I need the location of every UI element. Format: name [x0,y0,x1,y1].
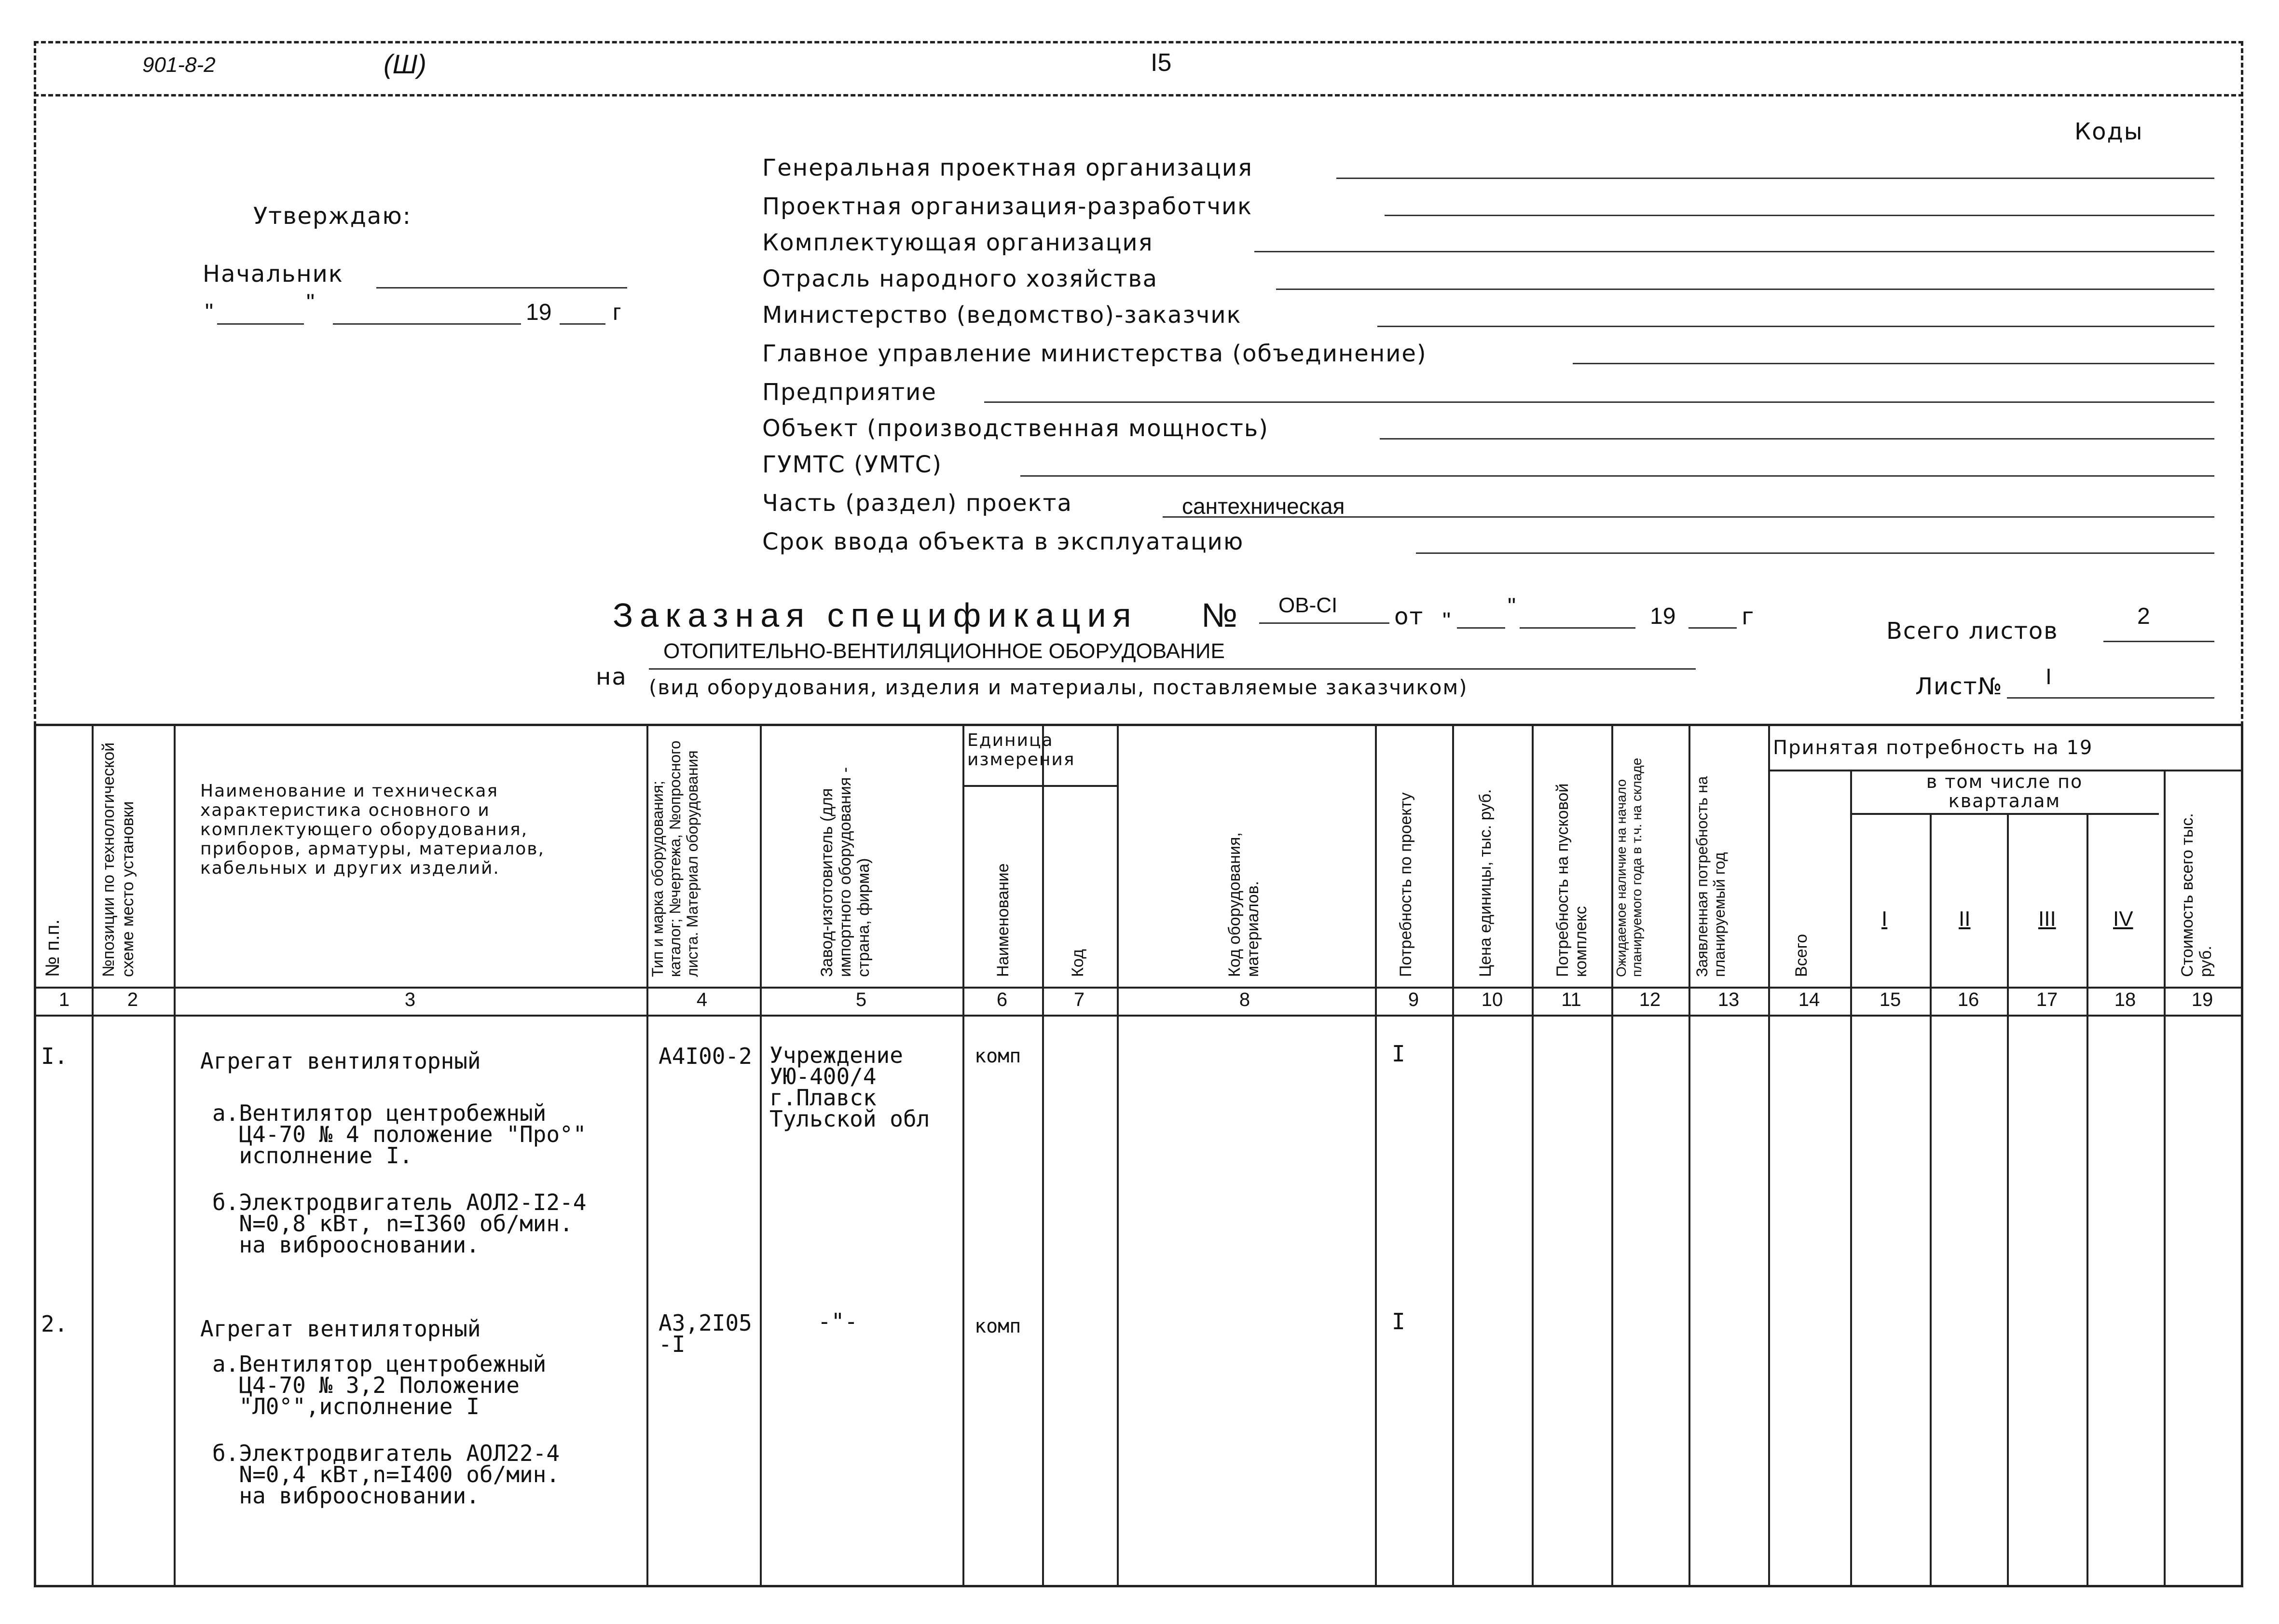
org-field-label: Объект (производственная мощность) [762,415,1269,442]
col-number-1: 1 [58,989,70,1010]
col-number-8: 8 [1239,989,1250,1010]
frame-title-divider [34,94,2243,96]
row-number: I. [41,1043,68,1069]
col-number-4: 4 [696,989,708,1010]
col-number-13: 13 [1717,989,1740,1010]
row-sub-a: а.Вентилятор центробежный Ц4-70 № 4 положение "Про°" исполнение I. [212,1100,587,1169]
row-sub-b: б.Электродвигатель АОЛ22-4 N=0,4 кВт,n=I400 об/мин. на виброосновании. [212,1440,560,1509]
org-field-label: ГУМТС (УМТС) [762,451,942,478]
frame-left [34,41,36,726]
col-header-15: I [1881,907,1888,931]
col-header-7: Код [1069,949,1087,977]
org-field-line [1573,363,2214,364]
spec-number: ОВ-СI [1278,593,1338,617]
org-field-line [1377,326,2214,327]
approval-year-prefix: 19 [526,300,552,325]
spec-month-line [1520,627,1635,629]
org-field-line [984,401,2214,403]
org-field-line [1336,178,2214,179]
chief-label: Начальник [203,261,343,288]
col-number-19: 19 [2191,989,2213,1010]
col-number-7: 7 [1073,989,1085,1010]
org-field-line [1163,516,2214,518]
col-number-12: 12 [1639,989,1661,1010]
codes-label: Коды [2074,118,2143,145]
col-header-8: Код оборудования, материалов. [1225,832,1262,977]
org-field-label: Отрасль народного хозяйства [762,265,1158,292]
col-header-5: Завод-изготовитель (для импортного оборудования - страна, фирма) [818,767,873,977]
spec-number-label: № [1201,596,1238,634]
col-number-16: 16 [1957,989,1979,1010]
total-sheets-line [2103,641,2214,642]
col-number-15: 15 [1879,989,1901,1010]
approval-quote-close: " [306,290,315,316]
spec-quote-open: " [1442,608,1451,634]
col-header-2: №позиции по технологической схеме место установки [99,742,137,977]
org-field-label: Часть (раздел) проекта [762,490,1072,517]
org-field-line [1416,552,2214,554]
col-header-6: Наименование [994,863,1012,977]
org-field-label: Срок ввода объекта в эксплуатацию [762,528,1244,555]
approval-year-suffix: г [613,300,621,325]
col-header-18: IV [2113,907,2133,931]
col-header-17: III [2038,907,2056,931]
spec-year-prefix: 19 [1650,604,1676,629]
spec-subject-caption: (вид оборудования, изделия и материалы, поставляемые заказчиком) [649,675,1468,699]
org-field-label: Министерство (ведомство)-заказчик [762,302,1242,329]
spec-year-suffix: г [1742,603,1755,630]
doc-code: 901-8-2 [142,53,216,77]
col-number-3: 3 [404,989,416,1010]
spec-subject: ОТОПИТЕЛЬНО-ВЕНТИЛЯЦИОННОЕ ОБОРУДОВАНИЕ [663,639,1225,663]
org-field-label: Комплектующая организация [762,229,1153,256]
sheet-line [2007,697,2214,699]
col-number-9: 9 [1408,989,1419,1010]
sheet-page-number: I5 [1151,49,1172,77]
row-unit: комп [975,1045,1021,1067]
row-qty: I [1392,1041,1405,1067]
sheet-value: I [2046,664,2052,689]
org-field-value: сантехническая [1182,494,1345,519]
row-maker: -"- [818,1308,858,1335]
col-header-quarters: в том числе по кварталам [1926,771,2083,812]
row-unit: комп [975,1315,1021,1337]
row-maker: Учреждение УЮ-400/4 г.Плавск Тульской обл [769,1042,930,1132]
col-header-12: Ожидаемое наличие на начало планируемого года в т.ч. на складе [1614,757,1644,977]
col-header-9: Потребность по проекту [1397,792,1415,977]
total-sheets-label: Всего листов [1886,618,2059,645]
spec-from: от [1394,603,1424,630]
col-header-13: Заявленная потребность на планируемый год [1693,776,1728,977]
col-header-11: Потребность на пусковой комплекс [1553,783,1590,977]
org-field-label: Генеральная проектная организация [762,154,1253,181]
org-field-line [1020,475,2214,477]
row-qty: I [1392,1308,1405,1335]
col-number-2: 2 [127,989,138,1010]
approve-label: Утверждаю: [253,203,412,230]
album-number: (Ш) [384,49,426,79]
row-number: 2. [41,1311,68,1337]
org-field-line [1254,251,2214,252]
col-number-18: 18 [2114,989,2136,1010]
spec-number-line [1259,622,1389,624]
spec-day-line [1457,627,1505,629]
col-number-5: 5 [855,989,867,1010]
org-field-label: Главное управление министерства (объединение) [762,340,1427,367]
col-header-14: Всего [1792,934,1811,977]
col-header-10: Цена единицы, тыс. руб. [1476,789,1495,977]
approval-quote-open: " [205,300,214,325]
org-field-line [1380,438,2214,440]
spec-year-line [1689,627,1737,629]
row-name: Агрегат вентиляторный [200,1316,481,1342]
specification-table [34,724,2243,1587]
col-number-14: 14 [1798,989,1820,1010]
sheet-label: Лист№ [1915,673,2003,700]
row-type: А3,2I05 -I [659,1310,752,1357]
col-header-unit: Единица измерения [967,730,1075,770]
row-sub-a: а.Вентилятор центробежный Ц4-70 № 3,2 Положение "Л0°",исполнение I [212,1351,547,1419]
spec-na: на [596,663,627,690]
org-field-line [1385,215,2214,216]
col-header-19: Стоимость всего тыс. руб. [2178,813,2215,977]
chief-line [376,287,627,289]
col-header-4: Тип и марка оборудования; каталог; №чертежа, №опросного листа. Материал оборудования [649,740,701,977]
row-type: А4I00-2 [659,1043,752,1069]
approval-year-line [560,323,605,325]
total-sheets-value: 2 [2137,604,2150,629]
org-field-line [1276,289,2214,290]
row-name: Агрегат вентиляторный [200,1048,481,1074]
frame-top [34,41,2243,43]
col-header-1: № п.п. [42,919,63,977]
row-sub-b: б.Электродвигатель АОЛ2-I2-4 N=0,8 кВт, n=I360 об/мин. на виброосновании. [212,1189,587,1258]
frame-right [2241,41,2243,726]
col-number-6: 6 [996,989,1008,1010]
approval-month-line [333,323,521,325]
org-field-label: Предприятие [762,379,937,406]
org-field-label: Проектная организация-разработчик [762,193,1253,220]
approval-day-line [217,323,304,325]
col-header-accepted: Принятая потребность на 19 [1773,737,2093,759]
spec-subject-line [649,668,1696,670]
col-number-10: 10 [1481,989,1503,1010]
col-number-17: 17 [2036,989,2058,1010]
col-header-3: Наименование и техническая характеристика основного и комплектующего оборудования, приборов, арматуры, материалов, кабельных и других изделий. [200,781,545,878]
spec-title: Заказная спецификация [613,596,1138,634]
col-number-11: 11 [1561,989,1581,1010]
col-header-16: II [1959,907,1971,931]
spec-quote-close: " [1508,594,1516,619]
